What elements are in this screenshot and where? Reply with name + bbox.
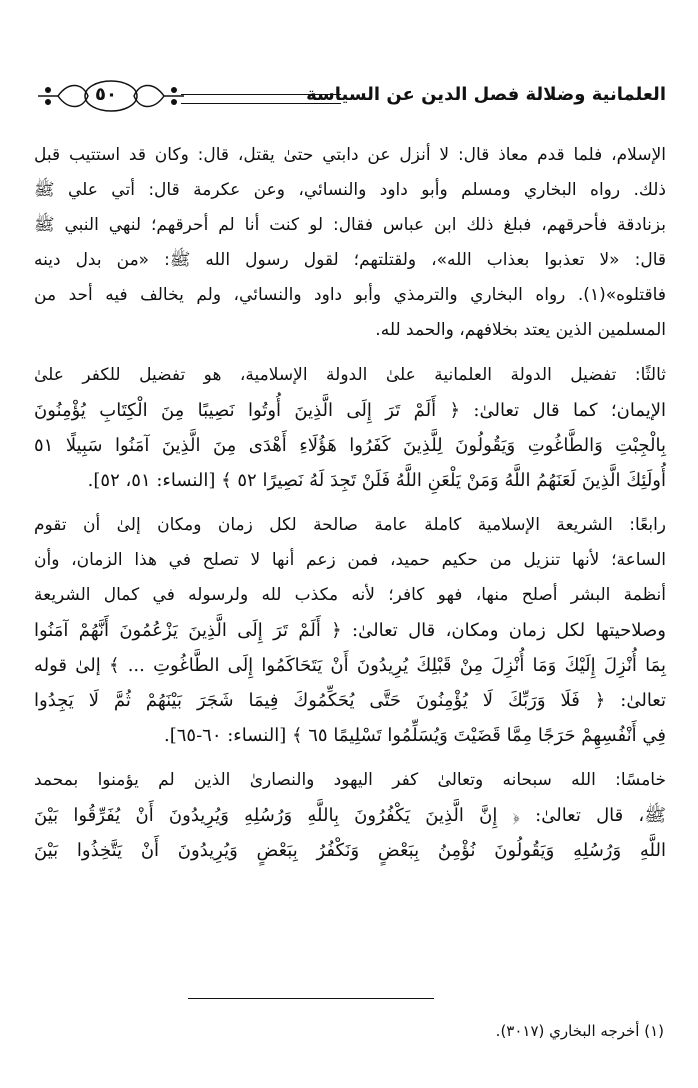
text-line: رابعًا: الشريعة الإسلامية كاملة عامة صالحة لكل زمان ومكان إلىٰ أن تقوم xyxy=(34,515,666,535)
text-line: المسلمين الذين يعتد بخلافهم، والحمد لله. xyxy=(375,320,666,340)
verse-line: تعالىٰ: ﴿ فَلَا وَرَبِّكَ لَا يُؤْمِنُونَ حَتَّى يُحَكِّمُوكَ فِيمَا شَجَرَ بَيْنَهُمْ ثُمَّ لَا يَجِدُوا xyxy=(34,690,666,711)
page-header xyxy=(26,78,666,122)
text-line: الساعة؛ لأنها تنزيل من حكيم حميد، فمن زعم أنها لا تصلح في هذا الزمان، وأن xyxy=(34,550,666,570)
text-line: ذلك. رواه البخاري ومسلم وأبو داود والنسائي، وعن عكرمة قال: أتي علي ﷺ xyxy=(34,180,666,200)
text-line: ثالثًا: تفضيل الدولة العلمانية علىٰ الدولة الإسلامية، هو تفضيل للكفر علىٰ xyxy=(34,365,666,385)
text-line: فاقتلوه»(١). رواه البخاري والترمذي وأبو داود والنسائي، ولم يخالف فيه أحد من xyxy=(34,285,666,305)
footnote: (١) أخرجه البخاري (٣٠١٧). xyxy=(495,1022,664,1040)
text-line: أنظمة البشر أصلح منها، فهو كافر؛ لأنه مكذب لله ولرسوله في كمال الشريعة xyxy=(34,585,666,605)
verse-line: بِمَا أُنْزِلَ إِلَيْكَ وَمَا أُنْزِلَ مِنْ قَبْلِكَ يُرِيدُونَ أَنْ يَتَحَاكَمُوا إِلَى الطَّاغُوتِ ... ﴾ إلىٰ قوله xyxy=(34,655,666,676)
footnote-separator xyxy=(188,998,434,999)
text-line: قال: «لا تعذبوا بعذاب الله»، ولقتلتهم؛ لقول رسول الله ﷺ: «من بدل دينه xyxy=(34,250,666,270)
text-line: بزنادقة فأحرقهم، فبلغ ذلك ابن عباس فقال: لو كنت أنا لم أحرقهم؛ لنهي النبي ﷺ xyxy=(34,215,666,235)
verse-line: فِي أَنْفُسِهِمْ حَرَجًا مِمَّا قَضَيْتَ وَيُسَلِّمُوا تَسْلِيمًا ٦٥ ﴾ [النساء: ٦٠-٦٥]. xyxy=(163,725,666,746)
text-line: خامسًا: الله سبحانه وتعالىٰ كفر اليهود والنصارىٰ الذين لم يؤمنوا بمحمد xyxy=(34,770,666,790)
body-text xyxy=(34,138,666,868)
header-double-rule xyxy=(181,94,341,104)
verse-line: وصلاحيتها لكل زمان ومكان، قال تعالىٰ: ﴿ أَلَمْ تَرَ إِلَى الَّذِينَ يَزْعُمُونَ أَنَّهُمْ آمَنُوا xyxy=(34,620,666,641)
page-number: ٥٠ xyxy=(95,84,117,105)
verse-line: الإيمان؛ كما قال تعالىٰ: ﴿ أَلَمْ تَرَ إِلَى الَّذِينَ أُوتُوا نَصِيبًا مِنَ الْكِتَابِ يُؤْمِنُونَ xyxy=(34,400,666,421)
verse-line: أُولَئِكَ الَّذِينَ لَعَنَهُمُ اللَّهُ وَمَنْ يَلْعَنِ اللَّهُ فَلَنْ تَجِدَ لَهُ نَصِيرًا ٥٢ ﴾ [النساء: ٥١، ٥٢]. xyxy=(87,470,666,491)
text-line: الإسلام، فلما قدم معاذ قال: لا أنزل عن دابتي حتىٰ يقتل، قال: وكان قد استتيب قبل xyxy=(34,145,666,165)
verse-line: اللَّهِ وَرُسُلِهِ وَيَقُولُونَ نُؤْمِنُ بِبَعْضٍ وَنَكْفُرُ بِبَعْضٍ وَيُرِيدُونَ أَنْ يَتَّخِذُوا بَيْنَ xyxy=(34,840,666,861)
verse-line: بِالْجِبْتِ وَالطَّاغُوتِ وَيَقُولُونَ لِلَّذِينَ كَفَرُوا هَؤُلَاءِ أَهْدَى مِنَ الَّذِينَ آمَنُوا سَبِيلًا ٥١ xyxy=(34,435,666,456)
running-title: العلمانية وضلالة فصل الدين عن السياسة xyxy=(306,84,666,105)
verse-line: ﷺ، قال تعالىٰ: ﴿ إِنَّ الَّذِينَ يَكْفُرُونَ بِاللَّهِ وَرُسُلِهِ وَيُرِيدُونَ أَنْ يُفَرِّقُوا بَيْنَ xyxy=(34,805,666,826)
